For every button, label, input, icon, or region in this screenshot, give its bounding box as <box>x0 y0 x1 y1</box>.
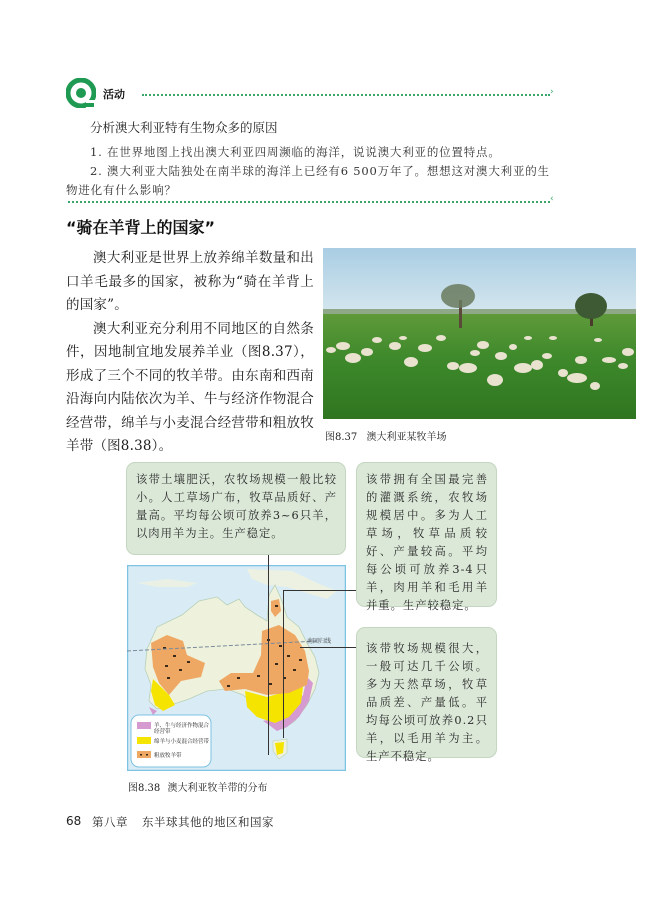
leader-line-box2-v <box>283 590 284 738</box>
divider-arrow-right-icon: › <box>550 87 554 97</box>
figure-837-caption <box>325 428 446 443</box>
divider-arrow-left-icon: ‹ <box>550 194 554 204</box>
svg-text:羊、牛与经济作物混合: 羊、牛与经济作物混合 <box>154 723 210 729</box>
info-box-sheep-wheat-belt: 该带拥有全国最完善的灌溉系统，农牧场规模居中。多为人工草场，牧草品质较好、产量较高。平均每公顷可放养3-4只羊，肉用羊和毛用羊并重。生产较稳定。 <box>356 462 497 607</box>
leader-line-box2-h <box>283 590 356 591</box>
page-number: 68 <box>66 814 82 828</box>
tropic-label: 南回归线 <box>307 638 332 645</box>
body-text <box>66 247 314 459</box>
activity-item-2-cont: 物进化有什么影响？ <box>66 183 177 197</box>
australia-sheep-belt-map <box>127 565 346 771</box>
caption-number: 图8.37 <box>325 432 358 443</box>
section-title: “骑在羊背上的国家” <box>66 218 216 237</box>
chapter-footer <box>92 814 288 830</box>
divider-top <box>142 94 550 96</box>
activity-item-2: 2. 澳大利亚大陆独处在南半球的海洋上已经有6 500万年了。想想这对澳大利亚的生 <box>90 164 550 178</box>
paragraph-2: 澳大利亚充分利用不同地区的自然条件，因地制宜地发展养羊业（图8.37），形成了三个不同的牧羊带。由东南和西南沿海向内陆依次为羊、牛与经济作物混合经营带，绵羊与小麦混合经营带和粗放牧羊带（图8.38）。 <box>66 320 314 454</box>
activity-title: 分析澳大利亚特有生物众多的原因 <box>90 120 278 135</box>
leader-line-box3 <box>300 647 356 648</box>
chapter-title: 东半球其他的地区和国家 <box>142 815 274 829</box>
activity-icon <box>66 78 96 108</box>
divider-bottom <box>68 201 550 203</box>
caption-text: 澳大利亚牧羊带的分布 <box>167 783 268 794</box>
svg-text:粗放牧羊带: 粗放牧羊带 <box>154 753 182 759</box>
leader-line-box1 <box>268 555 269 755</box>
info-box-mixed-crop-belt: 该带土壤肥沃，农牧场规模一般比较小。人工草场广布，牧草品质好、产量高。平均每公顷可放养3~6只羊，以肉用羊为主。生产稳定。 <box>126 462 346 555</box>
info-box-extensive-grazing-belt: 该带牧场规模很大，一般可达几千公顷。多为天然草场，牧草品质差、产量低。平均每公顷可放养0.2只羊，以毛用羊为主。生产不稳定。 <box>356 627 497 758</box>
caption-text: 澳大利亚某牧羊场 <box>366 432 447 443</box>
activity-label: 活动 <box>103 88 125 101</box>
caption-number: 图8.38 <box>128 783 161 794</box>
paragraph-1: 澳大利亚是世界上放养绵羊数量和出口羊毛最多的国家，被称为“骑在羊背上的国家”。 <box>66 250 314 313</box>
figure-838-caption <box>128 779 267 794</box>
sheep-farm-photo <box>323 248 636 419</box>
svg-text:绵羊与小麦混合经营带: 绵羊与小麦混合经营带 <box>154 739 210 745</box>
activity-item-1: 1. 在世界地图上找出澳大利亚四周濒临的海洋，说说澳大利亚的位置特点。 <box>90 145 501 159</box>
chapter-number: 第八章 <box>92 815 128 829</box>
svg-text:经营带: 经营带 <box>154 729 171 735</box>
